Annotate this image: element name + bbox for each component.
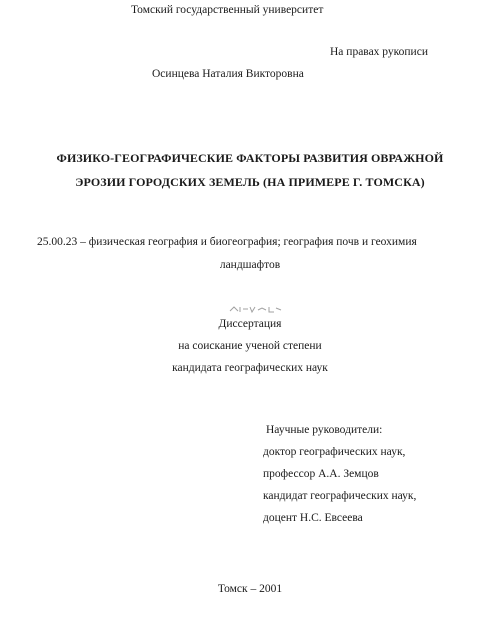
degree-line-1: Диссертация (218, 318, 282, 330)
supervisor-2-degree: кандидат географических наук, (263, 490, 417, 502)
university-name: Томский государственный университет (131, 4, 324, 16)
degree-line-2: на соискание ученой степени (178, 340, 322, 352)
supervisor-1-degree: доктор географических наук, (263, 446, 406, 458)
place-and-year: Томск – 2001 (217, 583, 283, 595)
manuscript-rights-label: На правах рукописи (330, 46, 428, 58)
supervisors-heading: Научные руководители: (266, 424, 383, 436)
specialty-code-line-2: ландшафтов (219, 259, 281, 271)
author-name: Осинцева Наталия Викторовна (152, 68, 304, 80)
faded-stamp-mark (228, 304, 284, 314)
degree-line-3: кандидата географических наук (172, 362, 328, 374)
dissertation-title-line-2: ЭРОЗИИ ГОРОДСКИХ ЗЕМЕЛЬ (НА ПРИМЕРЕ Г. ТОМСКА) (75, 175, 425, 189)
supervisor-2-name: доцент Н.С. Евсеева (263, 512, 363, 524)
supervisor-1-name: профессор А.А. Земцов (263, 468, 379, 480)
dissertation-title-line-1: ФИЗИКО-ГЕОГРАФИЧЕСКИЕ ФАКТОРЫ РАЗВИТИЯ ОВРАЖНОЙ (56, 151, 444, 165)
specialty-code-line-1: 25.00.23 – физическая география и биогеография; география почв и геохимия (37, 236, 417, 248)
